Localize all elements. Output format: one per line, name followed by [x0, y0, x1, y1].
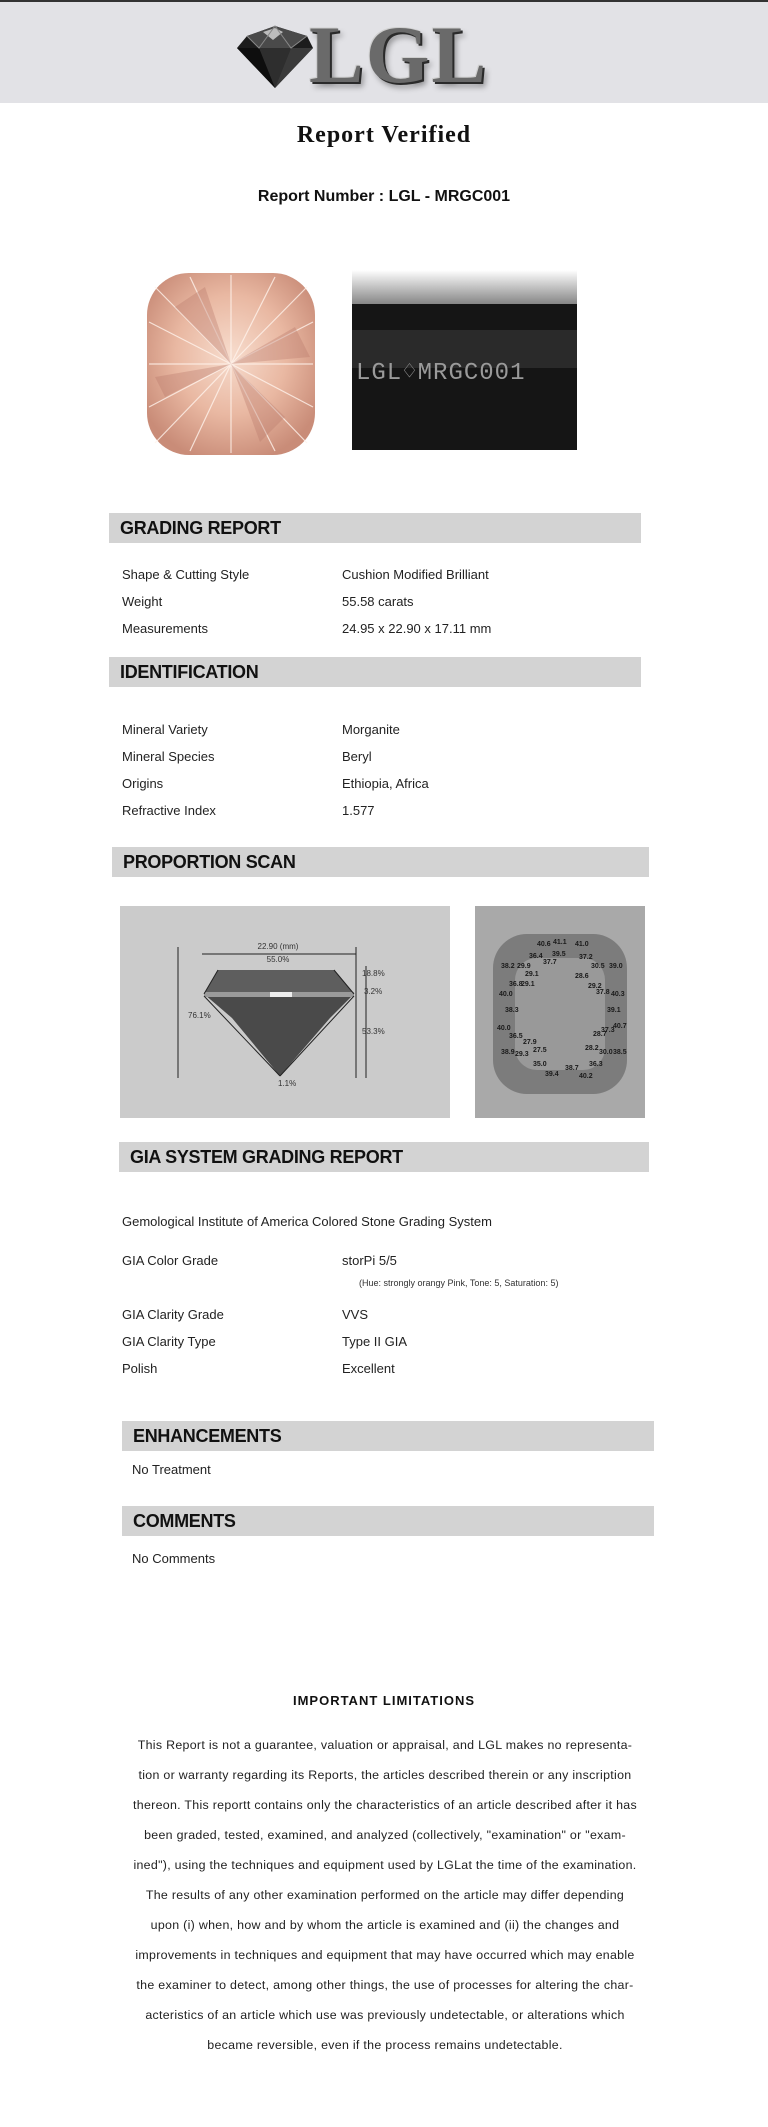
top-view-reading: 38.2: [501, 963, 515, 970]
mineral-species-value: Beryl: [342, 749, 372, 764]
top-view-reading: 36.4: [529, 953, 543, 960]
top-view-reading: 38.5: [613, 1049, 627, 1056]
top-view-reading: 30.5: [591, 963, 605, 970]
origins-label: Origins: [122, 776, 164, 791]
top-view-reading: 38.9: [501, 1049, 515, 1056]
top-view-reading: 41.1: [553, 939, 567, 946]
top-view-reading: 28.2: [585, 1045, 599, 1052]
top-view-reading: 37.3: [601, 1027, 615, 1034]
top-view-reading: 29.1: [525, 971, 539, 978]
limitations-line: acteristics of an article which use was previously undetectable, or alterations which: [145, 2008, 625, 2022]
enhancements-heading: ENHANCEMENTS: [122, 1421, 654, 1451]
top-view-reading: 29.1: [521, 981, 535, 988]
top-view-reading: 36.3: [589, 1061, 603, 1068]
refractive-index-value: 1.577: [342, 803, 375, 818]
limitations-line: This Report is not a guarantee, valuation or appraisal, and LGL makes no representa-: [137, 1738, 633, 1752]
refractive-index-label: Refractive Index: [122, 803, 216, 818]
gia-color-value: storPi 5/5: [342, 1253, 397, 1268]
header-banner: [0, 2, 768, 103]
gia-intro: Gemological Institute of America Colored Stone Grading System: [122, 1214, 492, 1229]
top-view-reading: 29.9: [517, 963, 531, 970]
limitations-line: the examiner to detect, among other things, the use of processes for altering the char-: [136, 1978, 634, 1992]
top-view-reading: 28.6: [575, 973, 589, 980]
gia-clarity-type-value: Type II GIA: [342, 1334, 408, 1349]
top-view-reading: 37.2: [579, 954, 593, 961]
top-view-reading: 39.1: [607, 1007, 621, 1014]
top-view-reading: 30.0: [599, 1049, 613, 1056]
gia-color-label: GIA Color Grade: [122, 1253, 219, 1268]
top-view-reading: 40.2: [579, 1073, 593, 1080]
polish-label: Polish: [122, 1361, 158, 1376]
gia-clarity-value: VVS: [342, 1307, 369, 1322]
side-depth-label: 76.1%: [188, 1011, 211, 1020]
mineral-variety-label: Mineral Variety: [122, 722, 208, 737]
top-view-reading: 29.3: [515, 1051, 529, 1058]
top-view-reading: 41.0: [575, 941, 589, 948]
weight-label: Weight: [122, 594, 163, 609]
shape-value: Cushion Modified Brilliant: [342, 567, 489, 582]
limitations-line: been graded, tested, examined, and analyzed (collectively, "examination" or "exam-: [144, 1828, 626, 1842]
proportion-top-view: [475, 906, 645, 1118]
weight-value: 55.58 carats: [342, 594, 414, 609]
proportion-scan-heading: PROPORTION SCAN: [112, 847, 649, 877]
inscription-text: LGL♢MRGC001: [356, 360, 526, 387]
side-crown-label: 18.8%: [362, 969, 385, 978]
top-view-reading: 39.5: [552, 951, 566, 958]
top-view-reading: 40.7: [613, 1023, 627, 1030]
limitations-line: tion or warranty regarding its Reports, the articles described therein or any inscription: [138, 1768, 632, 1782]
limitations-line: ined"), using the techniques and equipment used by LGLat the time of the examination.: [133, 1858, 637, 1872]
shape-label: Shape & Cutting Style: [122, 567, 250, 582]
gia-heading: GIA SYSTEM GRADING REPORT: [119, 1142, 649, 1172]
measurements-label: Measurements: [122, 621, 208, 636]
identification-heading: IDENTIFICATION: [109, 657, 641, 687]
limitations-line: upon (i) when, how and by whom the article is examined and (ii) the changes and: [150, 1918, 620, 1932]
top-view-reading: 40.6: [537, 941, 551, 948]
limitations-heading: IMPORTANT LIMITATIONS: [292, 1693, 476, 1708]
top-view-reading: 28.7: [593, 1031, 607, 1038]
top-view-reading: 38.3: [505, 1007, 519, 1014]
limitations-line: thereon. This reportt contains only the characteristics of an article described after it has: [133, 1798, 637, 1812]
origins-value: Ethiopia, Africa: [342, 776, 429, 791]
diamond-logo-icon: [233, 22, 317, 92]
grading-report-heading: GRADING REPORT: [109, 513, 641, 543]
measurements-value: 24.95 x 22.90 x 17.11 mm: [342, 621, 492, 636]
side-table-label: 55.0%: [266, 955, 290, 964]
gia-color-note: (Hue: strongly orangy Pink, Tone: 5, Saturation: 5): [359, 1278, 559, 1288]
top-view-reading: 40.3: [611, 991, 625, 998]
side-width-label: 22.90 (mm): [257, 942, 299, 951]
side-girdle-label: 3.2%: [364, 987, 383, 996]
mineral-species-label: Mineral Species: [122, 749, 215, 764]
gia-clarity-label: GIA Clarity Grade: [122, 1307, 224, 1322]
limitations-line: became reversible, even if the process remains undetectable.: [207, 2038, 563, 2052]
top-view-reading: 27.9: [523, 1039, 537, 1046]
top-view-reading: 35.0: [533, 1061, 547, 1068]
top-view-reading: 36.5: [509, 1033, 523, 1040]
page-title: Report Verified: [296, 122, 472, 148]
limitations-text: [115, 1730, 655, 2060]
lgl-logo: [233, 9, 493, 100]
limitations-line: improvements in techniques and equipment that may have occurred which may enable: [135, 1948, 635, 1962]
top-view-reading: 39.4: [545, 1071, 559, 1078]
inscription-photo: [352, 270, 577, 450]
top-view-reading: 39.0: [609, 963, 623, 970]
top-view-reading: 40.0: [499, 991, 513, 998]
top-view-reading: 37.7: [543, 959, 557, 966]
report-number: Report Number : LGL - MRGC001: [257, 188, 511, 205]
comments-heading: COMMENTS: [122, 1506, 654, 1536]
top-view-reading: 36.8: [509, 981, 523, 988]
limitations-line: The results of any other examination performed on the article may differ depending: [145, 1888, 625, 1902]
polish-value: Excellent: [342, 1361, 395, 1376]
top-view-reading: 37.8: [596, 989, 610, 996]
side-pavilion-label: 53.3%: [362, 1027, 385, 1036]
proportion-side-view: [120, 906, 450, 1118]
enhancements-text: No Treatment: [132, 1462, 211, 1477]
comments-text: No Comments: [132, 1551, 216, 1566]
top-view-reading: 29.2: [588, 983, 602, 990]
mineral-variety-value: Morganite: [342, 722, 400, 737]
top-view-reading: 38.7: [565, 1065, 579, 1072]
logo-text: LGL: [309, 9, 489, 100]
top-view-reading: 40.0: [497, 1025, 511, 1032]
gemstone-photo: [135, 267, 325, 462]
gia-clarity-type-label: GIA Clarity Type: [122, 1334, 216, 1349]
side-culet-label: 1.1%: [278, 1079, 297, 1088]
top-view-reading: 27.5: [533, 1047, 547, 1054]
